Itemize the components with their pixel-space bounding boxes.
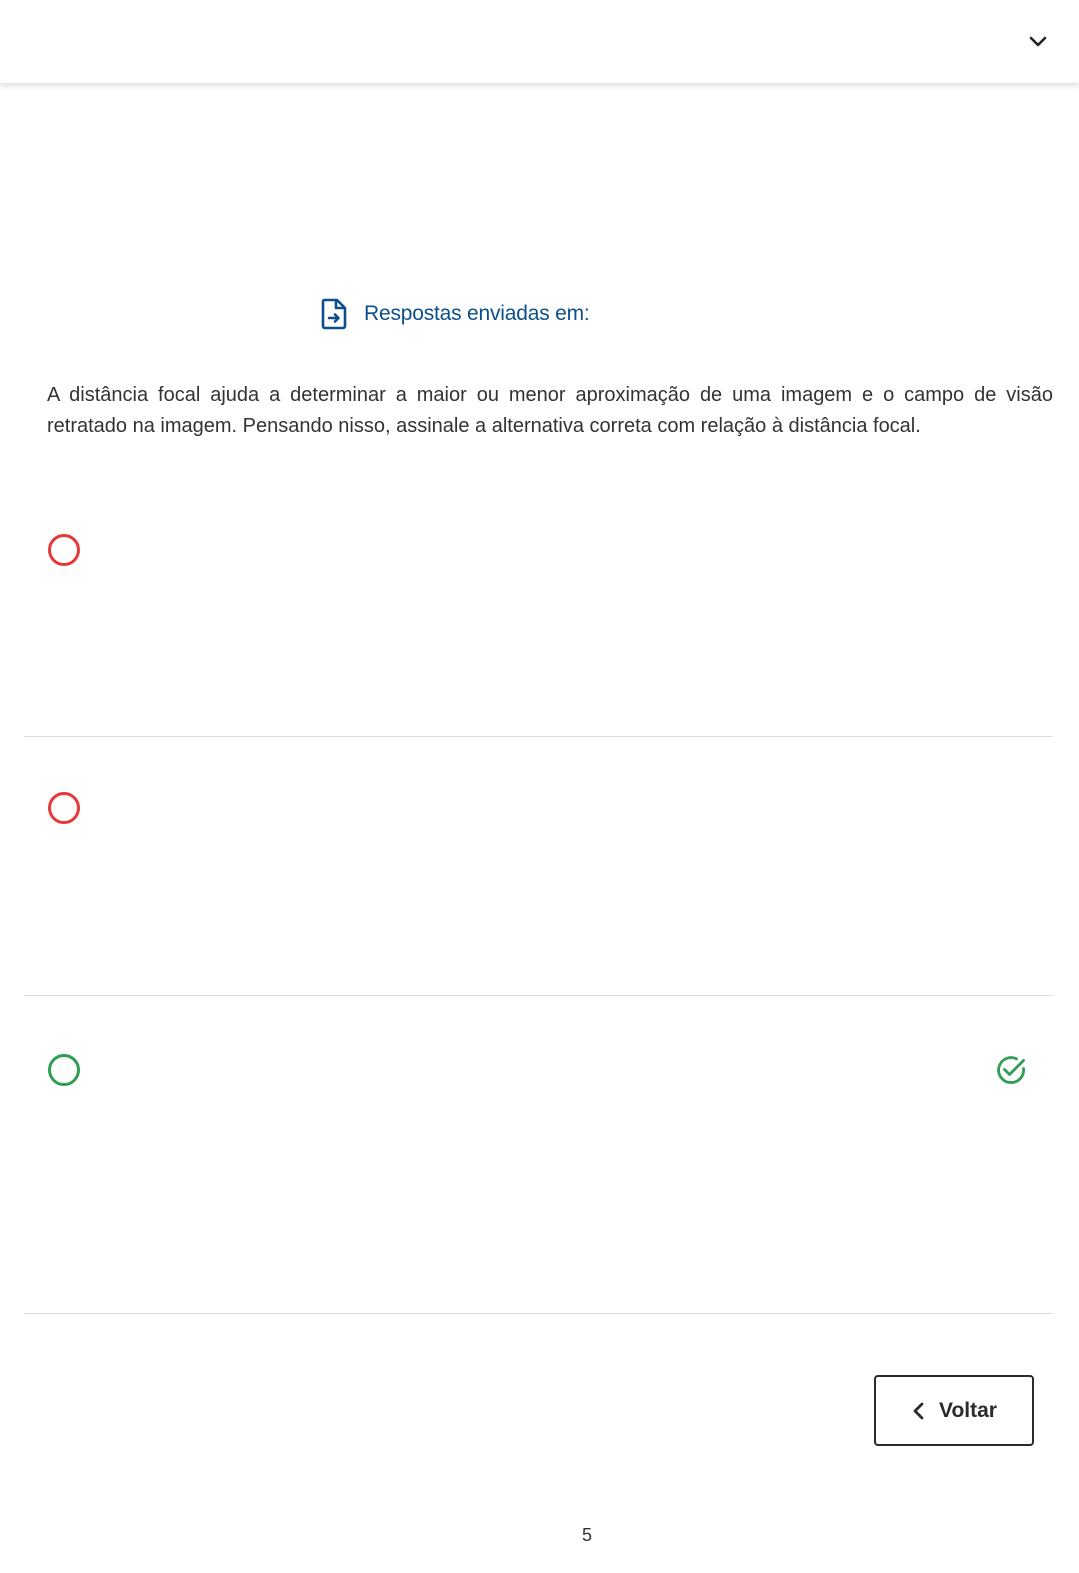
option-divider bbox=[24, 1313, 1053, 1314]
radio-incorrect-icon[interactable] bbox=[48, 792, 80, 824]
radio-incorrect-icon[interactable] bbox=[48, 534, 80, 566]
option-divider bbox=[24, 995, 1053, 996]
back-button[interactable] bbox=[874, 1375, 1034, 1446]
page-number: 5 bbox=[581, 1525, 592, 1545]
answer-option-2[interactable] bbox=[24, 792, 1053, 952]
option-divider bbox=[24, 736, 1053, 737]
answer-option-3[interactable] bbox=[24, 1054, 1053, 1254]
answer-option-1[interactable] bbox=[24, 534, 1053, 694]
document-arrow-icon bbox=[320, 298, 348, 330]
radio-correct-icon[interactable] bbox=[48, 1054, 80, 1086]
top-bar bbox=[0, 0, 1079, 84]
submission-info bbox=[320, 297, 590, 331]
question-text: A distância focal ajuda a determinar a maior ou menor aproximação de uma imagem e o campo de visão retratado na imagem. Pensando nisso, assinale a alternativa correta com relação à distância focal. bbox=[47, 384, 1053, 437]
check-circle-icon bbox=[995, 1054, 1027, 1086]
back-button-label: Voltar bbox=[939, 1398, 997, 1422]
submission-label: Respostas enviadas em: bbox=[364, 302, 590, 325]
chevron-left-icon bbox=[911, 1402, 927, 1420]
chevron-down-icon[interactable] bbox=[1027, 30, 1049, 52]
